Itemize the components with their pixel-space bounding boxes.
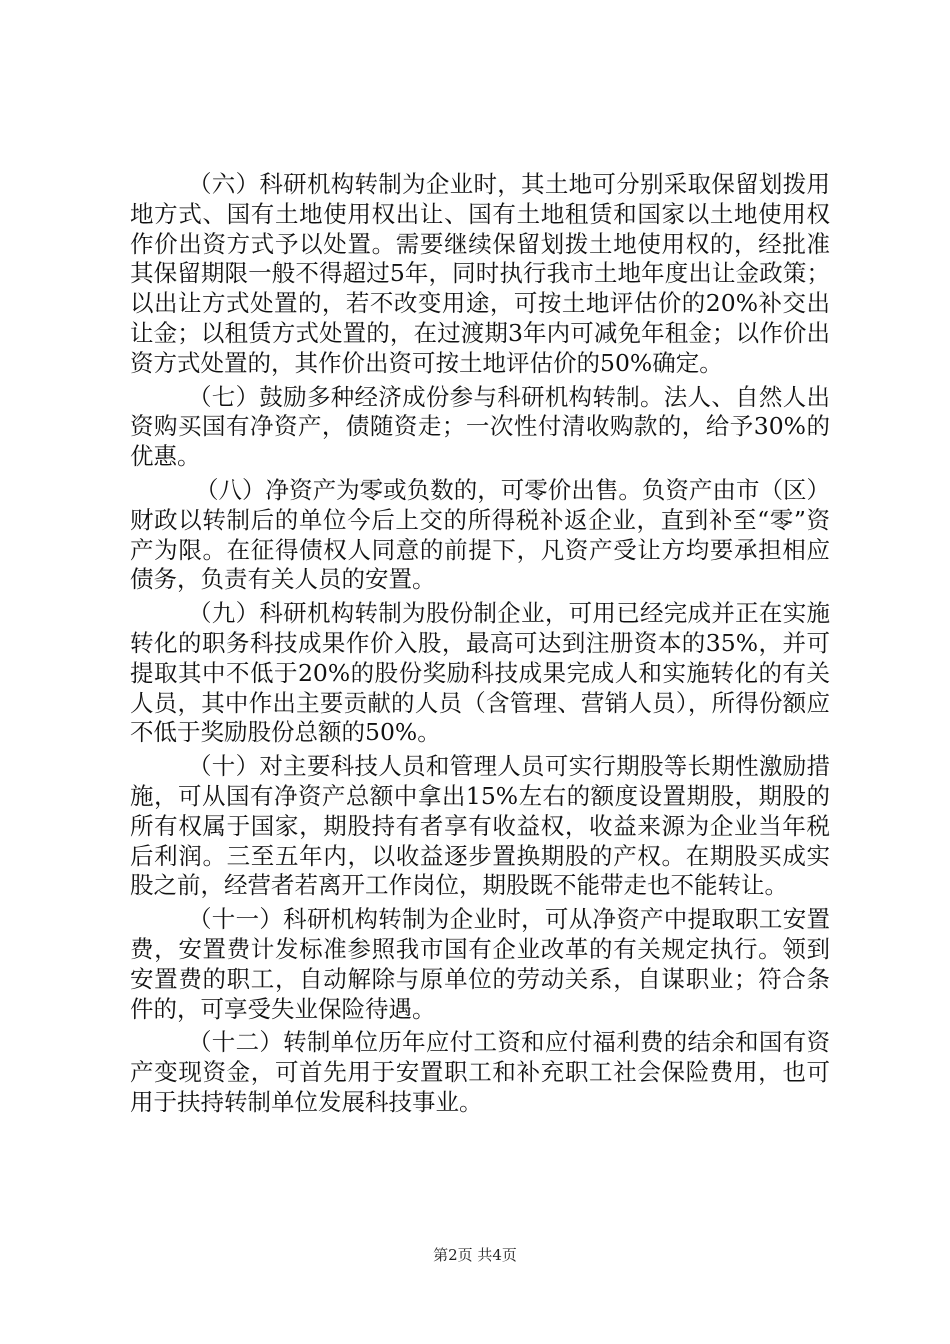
paragraph-11: （十一）科研机构转制为企业时，可从净资产中提取职工安置费，安置费计发标准参照我市国有企业改革的有关规定执行。领到安置费的职工，自动解除与原单位的劳动关系，自谋职业；符合条件的，可享受失业保险待遇。 <box>130 905 830 1023</box>
paragraph-7: （七）鼓励多种经济成份参与科研机构转制。法人、自然人出资购买国有净资产，债随资走；一次性付清收购款的，给予30%的优惠。 <box>130 382 830 471</box>
document-body <box>130 170 830 1122</box>
paragraph-6: （六）科研机构转制为企业时，其土地可分别采取保留划拨用地方式、国有土地使用权出让、国有土地租赁和国家以土地使用权作价出资方式予以处置。需要继续保留划拨土地使用权的，经批准其保留期限一般不得超过5年，同时执行我市土地年度出让金政策；以出让方式处置的，若不改变用途，可按土地评估价的20%补交出让金；以租赁方式处置的，在过渡期3年内可减免年租金；以作价出资方式处置的，其作价出资可按土地评估价的50%确定。 <box>130 170 830 377</box>
paragraph-9: （九）科研机构转制为股份制企业，可用已经完成并正在实施转化的职务科技成果作价入股，最高可达到注册资本的35%，并可提取其中不低于20%的股份奖励科技成果完成人和实施转化的有关人员，其中作出主要贡献的人员（含管理、营销人员），所得份额应不低于奖励股份总额的50%。 <box>130 599 830 747</box>
paragraph-12: （十二）转制单位历年应付工资和应付福利费的结余和国有资产变现资金，可首先用于安置职工和补充职工社会保险费用，也可用于扶持转制单位发展科技事业。 <box>130 1028 830 1116</box>
paragraph-8: （八）净资产为零或负数的，可零价出售。负资产由市（区）财政以转制后的单位今后上交的所得税补返企业，直到补至“零”资产为限。在征得债权人同意的前提下，凡资产受让方均要承担相应债务，负责有关人员的安置。 <box>130 475 830 594</box>
page-footer: 第2页 共4页 <box>433 1246 517 1264</box>
paragraph-10: （十）对主要科技人员和管理人员可实行期股等长期性激励措施，可从国有净资产总额中拿出15%左右的额度设置期股，期股的所有权属于国家，期股持有者享有收益权，收益来源为企业当年税后利润。三至五年内，以收益逐步置换期股的产权。在期股买成实股之前，经营者若离开工作岗位，期股既不能带走也不能转让。 <box>130 752 830 900</box>
